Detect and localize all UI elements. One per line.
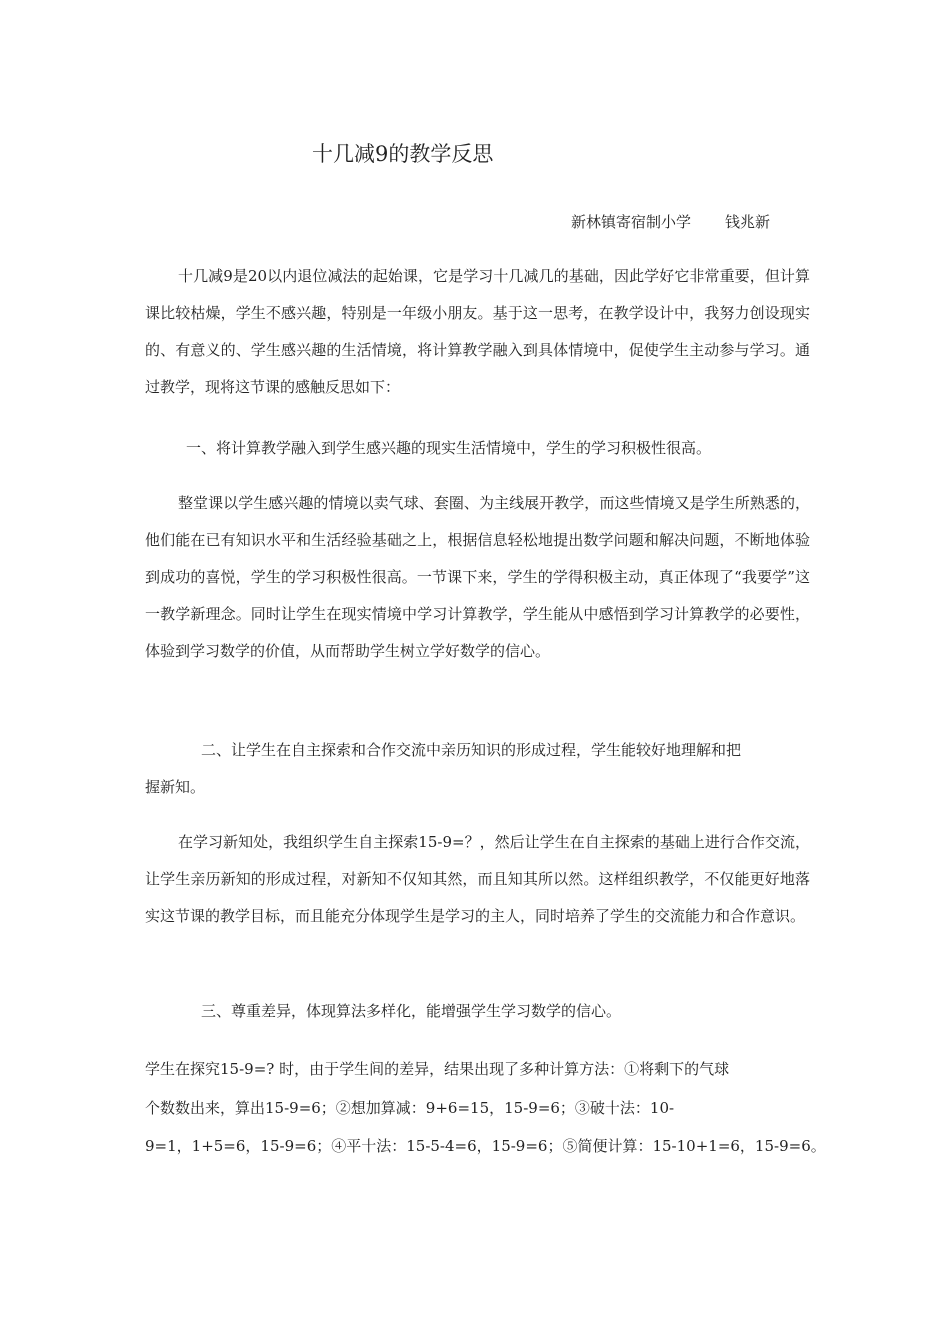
byline	[571, 211, 770, 232]
section2-heading-line2: 握新知。	[145, 778, 206, 796]
author-name: 钱兆新	[725, 213, 771, 231]
section3-line-3: 9=1，1+5=6，15-9=6；④平十法：15-5-4=6，15-9=6；⑤简便计算：15-10+1=6，15-9=6。	[145, 1137, 826, 1155]
section3-line-1: 学生在探究15-9=? 时，由于学生间的差异，结果出现了多种计算方法：①将剩下的气球	[145, 1060, 730, 1078]
section1-paragraph: 整堂课以学生感兴趣的情境以卖气球、套圈、为主线展开教学，而这些情境又是学生所熟悉的，他们能在已有知识水平和生活经验基础之上，根据信息轻松地提出数学问题和解决问题，不断地体验到成功的喜悦，学生的学习积极性很高。一节课下来，学生的学得积极主动，真正体现了“我要学”这一教学新理念。同时让学生在现实情境中学习计算教学，学生能从中感悟到学习计算教学的必要性，体验到学习数学的价值，从而帮助学生树立学好数学的信心。	[145, 494, 810, 660]
section3-line-2: 个数数出来，算出15-9=6；②想加算减：9+6=15，15-9=6；③破十法：10-	[145, 1099, 675, 1117]
section2-paragraph: 在学习新知处，我组织学生自主探索15-9=？，然后让学生在自主探索的基础上进行合作交流，让学生亲历新知的形成过程，对新知不仅知其然，而且知其所以然。这样组织教学，不仅能更好地落实这节课的教学目标，而且能充分体现学生是学习的主人，同时培养了学生的交流能力和合作意识。	[145, 833, 810, 925]
intro-paragraph: 十几减9是20以内退位减法的起始课，它是学习十几减几的基础，因此学好它非常重要，但计算课比较枯燥，学生不感兴趣，特别是一年级小朋友。基于这一思考，在教学设计中，我努力创设现实的、有意义的、学生感兴趣的生活情境，将计算教学融入到具体情境中，促使学生主动参与学习。通过教学，现将这节课的感触反思如下：	[145, 267, 810, 396]
section2-heading-line1: 二、让学生在自主探索和合作交流中亲历知识的形成过程，学生能较好地理解和把	[201, 741, 742, 759]
section3-heading: 三、尊重差异，体现算法多样化，能增强学生学习数学的信心。	[201, 1002, 622, 1020]
section1-heading: 一、将计算教学融入到学生感兴趣的现实生活情境中，学生的学习积极性很高。	[186, 439, 712, 457]
school-name: 新林镇寄宿制小学	[571, 213, 692, 231]
document-title: 十几减9的教学反思	[312, 142, 494, 166]
